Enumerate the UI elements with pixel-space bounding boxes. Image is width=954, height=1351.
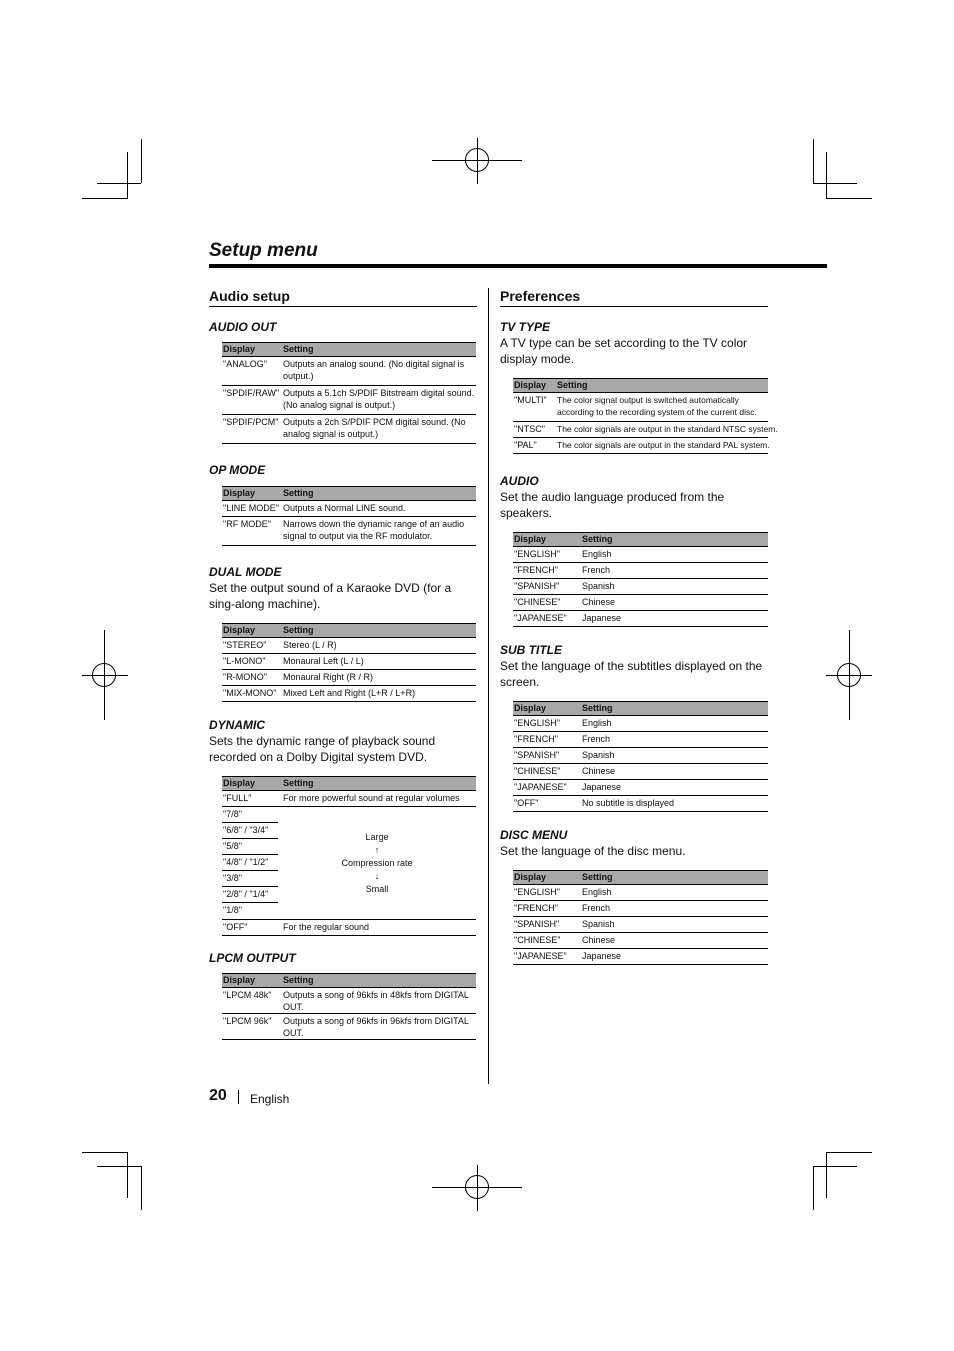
down-arrow-icon: ↓	[374, 870, 380, 881]
table-header	[222, 776, 476, 790]
subheading-tv-type: TV TYPE	[500, 320, 551, 334]
table-row	[513, 916, 768, 932]
subheading-audio-out: AUDIO OUT	[209, 320, 277, 334]
subheading-sub-title: SUB TITLE	[500, 643, 562, 657]
table-header	[222, 342, 476, 356]
row-setting: Japanese	[582, 782, 622, 792]
row-display: "ENGLISH"	[514, 549, 560, 559]
row-setting: Outputs a 5.1ch S/PDIF Bitstream digital sound. (No analog signal is output.)	[283, 388, 475, 410]
row-setting: French	[582, 565, 611, 575]
table-row	[513, 948, 768, 965]
row-setting: Monaural Left (L / L)	[283, 656, 364, 666]
row-setting: For more powerful sound at regular volumes	[283, 793, 460, 803]
row-setting: English	[582, 549, 612, 559]
table-row	[513, 779, 768, 795]
row-setting: Spanish	[582, 919, 615, 929]
row-setting: English	[582, 718, 612, 728]
page-number: 20	[209, 1087, 227, 1104]
row-display: "JAPANESE"	[514, 613, 567, 623]
header-display: Display	[223, 625, 256, 635]
header-display: Display	[514, 380, 547, 390]
row-display: "OFF"	[514, 798, 539, 808]
row-display: "SPANISH"	[514, 750, 560, 760]
row-display: "MIX-MONO"	[223, 688, 277, 698]
row-display: "FRENCH"	[514, 565, 558, 575]
header-setting: Setting	[283, 625, 314, 635]
row-display: "SPDIF/RAW"	[223, 388, 280, 398]
subheading-lpcm-output: LPCM OUTPUT	[209, 951, 296, 965]
row-setting: Outputs a Normal LINE sound.	[283, 503, 406, 513]
table-row	[513, 594, 768, 610]
row-display: "MULTI"	[514, 395, 547, 405]
up-arrow-icon: ↑	[374, 844, 380, 855]
row-setting: Chinese	[582, 766, 616, 776]
section-title-audio-setup: Audio setup	[209, 288, 477, 307]
column-divider	[488, 288, 489, 1084]
row-display: "2/8" / "1/4"	[222, 887, 278, 903]
table-row	[513, 900, 768, 916]
header-setting: Setting	[557, 380, 588, 390]
header-display: Display	[223, 488, 256, 498]
dynamic-description: Sets the dynamic range of playback sound recorded on a Dolby Digital system DVD.	[209, 734, 436, 764]
audio-description: Set the audio language produced from the speakers.	[500, 490, 725, 520]
row-setting: Outputs a song of 96kfs in 48kfs from DIGITAL OUT.	[283, 990, 469, 1012]
header-display: Display	[514, 872, 547, 882]
disc-menu-table	[513, 870, 768, 965]
row-setting: The color signal output is switched automatically according to the recording system of the current disc.	[557, 395, 757, 417]
row-display: "1/8"	[223, 905, 242, 915]
op-mode-table	[222, 486, 476, 546]
header-setting: Setting	[283, 778, 314, 788]
row-setting: No subtitle is displayed	[582, 798, 675, 808]
row-display: "JAPANESE"	[514, 951, 567, 961]
row-display: "ENGLISH"	[514, 887, 560, 897]
header-display: Display	[514, 534, 547, 544]
row-display: "CHINESE"	[514, 597, 561, 607]
section-title-preferences: Preferences	[500, 288, 768, 307]
table-row	[513, 747, 768, 763]
row-setting: Monaural Right (R / R)	[283, 672, 374, 682]
table-row	[513, 562, 768, 578]
row-display: "FRENCH"	[514, 734, 558, 744]
row-setting: Outputs an analog sound. (No digital signal is output.)	[283, 359, 465, 381]
row-setting: Narrows down the dynamic range of an audio signal to output via the RF modulator.	[283, 519, 465, 541]
table-row	[222, 987, 476, 1013]
header-setting: Setting	[283, 488, 314, 498]
row-setting: French	[582, 734, 611, 744]
tv-type-description: A TV type can be set according to the TV color display mode.	[500, 336, 748, 366]
row-display: "ENGLISH"	[514, 718, 560, 728]
row-display: "7/8"	[222, 807, 278, 823]
page-language: English	[250, 1092, 290, 1106]
row-display: "R-MONO"	[223, 672, 267, 682]
row-setting: Chinese	[582, 935, 616, 945]
table-row	[222, 669, 476, 685]
sub-title-table	[513, 701, 768, 812]
table-row	[222, 685, 476, 702]
audio-out-table	[222, 342, 476, 444]
table-header	[222, 973, 476, 987]
table-row	[222, 653, 476, 669]
table-header	[513, 701, 768, 715]
header-setting: Setting	[283, 344, 314, 354]
row-setting: For the regular sound	[283, 922, 370, 932]
subheading-op-mode: OP MODE	[209, 463, 266, 477]
compression-rate-scale	[278, 807, 476, 919]
table-header	[222, 623, 476, 637]
header-setting: Setting	[283, 975, 314, 985]
table-row	[513, 610, 768, 627]
row-display: "LPCM 96k"	[223, 1016, 272, 1026]
table-header	[513, 870, 768, 884]
row-setting: Chinese	[582, 597, 616, 607]
table-row	[222, 500, 476, 516]
table-row	[222, 1013, 476, 1040]
row-setting: Stereo (L / R)	[283, 640, 337, 650]
row-setting: Japanese	[582, 613, 622, 623]
title-rule	[209, 264, 827, 268]
table-row	[222, 919, 476, 936]
subheading-audio: AUDIO	[500, 474, 539, 488]
row-setting: Spanish	[582, 581, 615, 591]
audio-table	[513, 532, 768, 627]
row-setting: Spanish	[582, 750, 615, 760]
row-display: "RF MODE"	[223, 519, 271, 529]
row-display: "LINE MODE"	[223, 503, 279, 513]
header-setting: Setting	[582, 534, 613, 544]
header-display: Display	[223, 344, 256, 354]
row-setting: Outputs a 2ch S/PDIF PCM digital sound. (No analog signal is output.)	[283, 417, 466, 439]
page-number-separator	[238, 1090, 239, 1104]
subheading-dynamic: DYNAMIC	[209, 718, 265, 732]
row-setting: Mixed Left and Right (L+R / L+R)	[283, 688, 416, 698]
subheading-dual-mode: DUAL MODE	[209, 565, 282, 579]
row-display: "FULL"	[223, 793, 252, 803]
row-display: "CHINESE"	[514, 766, 561, 776]
table-header	[513, 378, 768, 392]
tv-type-table	[513, 378, 778, 454]
row-display: "PAL"	[514, 440, 537, 450]
row-display: "JAPANESE"	[514, 782, 567, 792]
row-display: "LPCM 48k"	[223, 990, 272, 1000]
header-display: Display	[514, 703, 547, 713]
compression-rate-label: Compression rate	[341, 857, 413, 868]
row-display: "SPDIF/PCM"	[223, 417, 279, 427]
row-display: "OFF"	[223, 922, 248, 932]
row-display: "STEREO"	[223, 640, 267, 650]
row-setting: Outputs a song of 96kfs in 96kfs from DIGITAL OUT.	[283, 1016, 469, 1038]
table-row	[513, 763, 768, 779]
row-display: "L-MONO"	[223, 656, 266, 666]
table-row	[513, 795, 768, 812]
table-row	[222, 356, 476, 385]
dual-mode-table	[222, 623, 476, 702]
table-row	[513, 421, 778, 437]
small-label: Small	[365, 883, 389, 894]
row-setting: English	[582, 887, 612, 897]
lpcm-output-table	[222, 973, 476, 1040]
table-row	[513, 546, 768, 562]
table-row	[513, 731, 768, 747]
dynamic-table	[222, 776, 476, 936]
table-row	[222, 637, 476, 653]
row-display: "3/8"	[222, 871, 278, 887]
subheading-disc-menu: DISC MENU	[500, 828, 568, 842]
table-header	[513, 532, 768, 546]
large-label: Large	[365, 831, 389, 842]
table-header	[222, 486, 476, 500]
header-setting: Setting	[582, 872, 613, 882]
row-setting: The color signals are output in the standard NTSC system.	[557, 424, 778, 434]
row-setting: The color signals are output in the standard PAL system.	[557, 440, 770, 450]
sub-title-description: Set the language of the subtitles displayed on the screen.	[500, 659, 763, 689]
row-display: "SPANISH"	[514, 919, 560, 929]
row-display: "5/8"	[222, 839, 278, 855]
row-display: "SPANISH"	[514, 581, 560, 591]
table-row	[222, 414, 476, 444]
row-display: "ANALOG"	[223, 359, 267, 369]
page-title: Setup menu	[209, 240, 318, 261]
table-row	[222, 516, 476, 546]
row-setting: Japanese	[582, 951, 622, 961]
table-row	[513, 932, 768, 948]
header-display: Display	[223, 975, 256, 985]
row-display: "6/8" / "3/4"	[222, 823, 278, 839]
row-setting: French	[582, 903, 611, 913]
table-row	[513, 884, 768, 900]
table-row	[513, 392, 768, 421]
dual-mode-description: Set the output sound of a Karaoke DVD (for a sing-along machine).	[209, 581, 452, 611]
table-row	[513, 578, 768, 594]
table-row	[513, 715, 768, 731]
header-display: Display	[223, 778, 256, 788]
row-display: "4/8" / "1/2"	[222, 855, 278, 871]
table-row	[513, 437, 768, 454]
table-row	[222, 385, 476, 414]
row-display: "CHINESE"	[514, 935, 561, 945]
compression-rate-rows	[222, 806, 476, 919]
row-display: "FRENCH"	[514, 903, 558, 913]
disc-menu-description: Set the language of the disc menu.	[500, 844, 686, 858]
header-setting: Setting	[582, 703, 613, 713]
row-display: "NTSC"	[514, 424, 545, 434]
table-row	[222, 790, 476, 806]
